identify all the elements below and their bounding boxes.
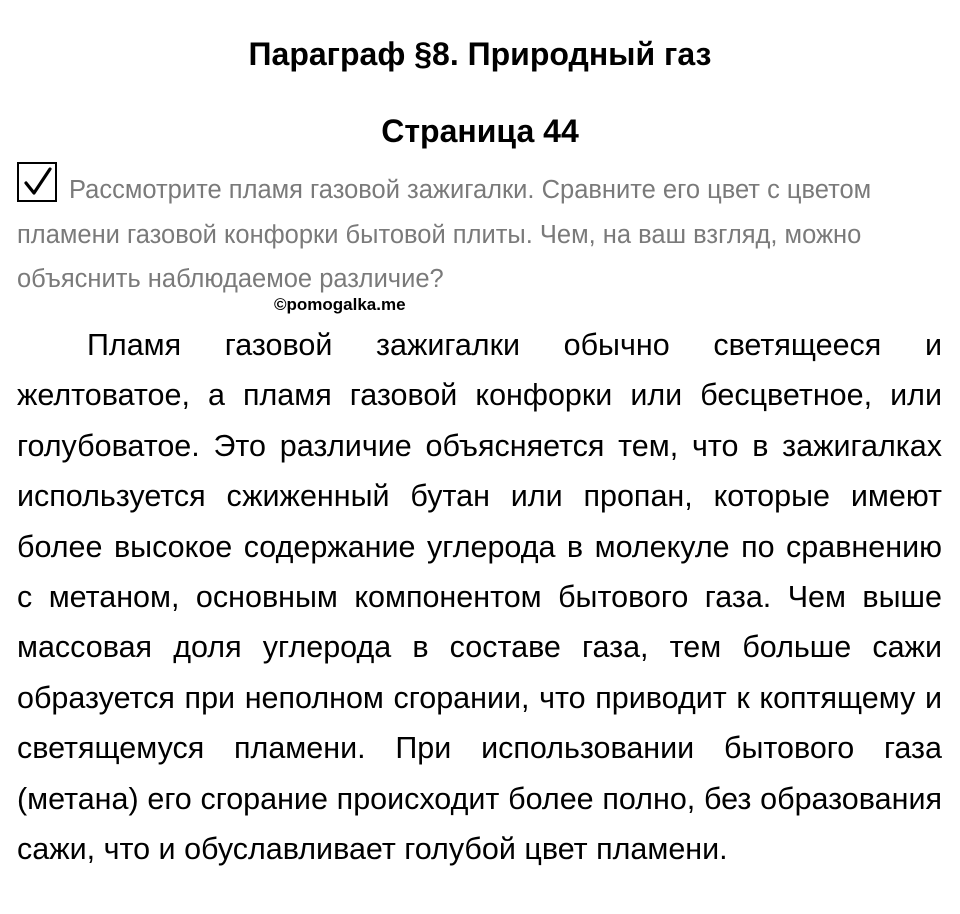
question-text: Рассмотрите пламя газовой зажигалки. Сравните его цвет с цветом пламени газовой конфорки бытовой плиты. Чем, на ваш взгляд, можно объяснить наблюдаемое различие? — [17, 176, 872, 293]
answer-block — [17, 320, 942, 874]
question-block — [17, 168, 917, 302]
page-subtitle: Страница 44 — [381, 113, 579, 149]
answer-text: Пламя газовой зажигалки обычно светящееся и желтоватое, а пламя газовой конфорки или бесцветное, или голубоватое. Это различие объясняется тем, что в зажигалках используется сжиженный бутан или пропан, которые имеют более высокое содержание углерода в молекуле по сравнению с метаном, основным компонентом бытового газа. Чем выше массовая доля углерода в составе газа, тем больше сажи образуется при неполном сгорании, что приводит к коптящему и светящемуся пламени. При использовании бытового газа (метана) его сгорание происходит более полно, без образования сажи, что и обуславливает голубой цвет пламени. — [17, 328, 942, 867]
page-title: Параграф §8. Природный газ — [248, 36, 712, 72]
watermark: ©pomogalka.me — [274, 295, 406, 314]
